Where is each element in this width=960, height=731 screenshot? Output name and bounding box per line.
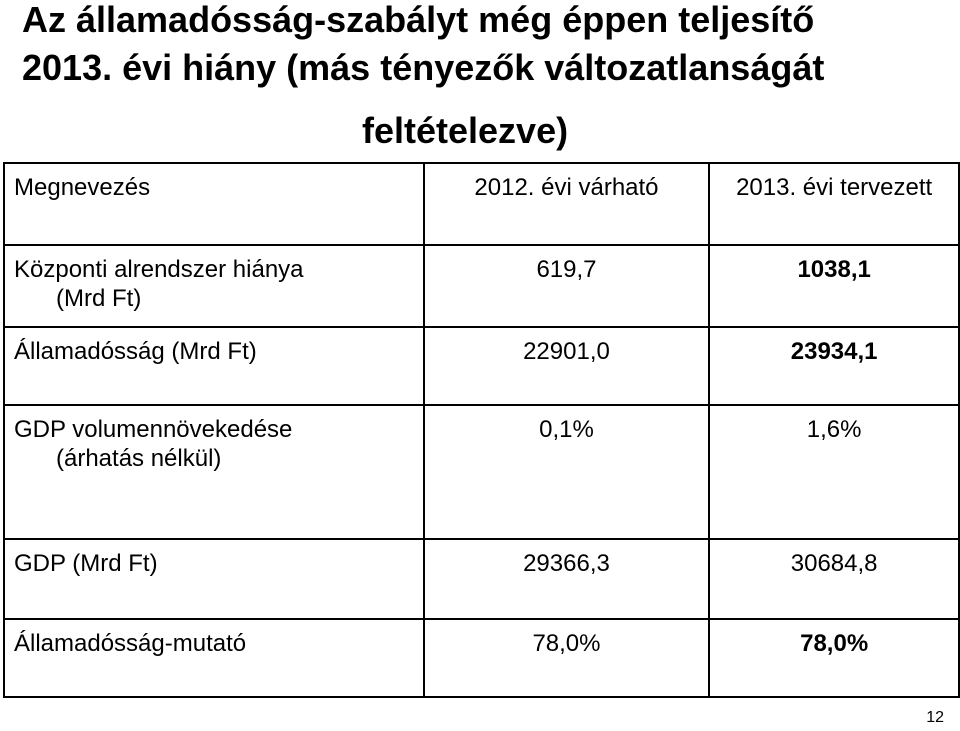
table-header-row	[4, 163, 959, 245]
row-value-2013: 23934,1	[709, 327, 959, 405]
row-value-2013: 1038,1	[709, 245, 959, 327]
row-value-2012: 29366,3	[424, 539, 710, 619]
row-label: GDP volumennövekedése (árhatás nélkül)	[4, 405, 424, 539]
table-row	[4, 619, 959, 697]
table-row	[4, 405, 959, 539]
slide-title-line-2: 2013. évi hiány (más tényezők változatlanságát	[22, 47, 825, 88]
row-label: Központi alrendszer hiánya (Mrd Ft)	[4, 245, 424, 327]
header-cell-2012: 2012. évi várható	[424, 163, 710, 245]
budget-table	[3, 162, 960, 698]
table-row	[4, 539, 959, 619]
row-label: GDP (Mrd Ft)	[4, 539, 424, 619]
row-value-2013: 30684,8	[709, 539, 959, 619]
header-cell-2013: 2013. évi tervezett	[709, 163, 959, 245]
row-value-2013: 1,6%	[709, 405, 959, 539]
row-value-2012: 0,1%	[424, 405, 710, 539]
row-value-2012: 22901,0	[424, 327, 710, 405]
row-value-2012: 78,0%	[424, 619, 710, 697]
row-label: Államadósság (Mrd Ft)	[4, 327, 424, 405]
table-row	[4, 327, 959, 405]
row-value-2013: 78,0%	[709, 619, 959, 697]
page-number: 12	[926, 709, 944, 726]
row-value-2012: 619,7	[424, 245, 710, 327]
row-label: Államadósság-mutató	[4, 619, 424, 697]
table-row	[4, 245, 959, 327]
slide-title-line-3: feltételezve)	[362, 110, 569, 151]
header-cell-label: Megnevezés	[4, 163, 424, 245]
slide-title-line-1: Az államadósság-szabályt még éppen teljesítő	[22, 0, 815, 40]
